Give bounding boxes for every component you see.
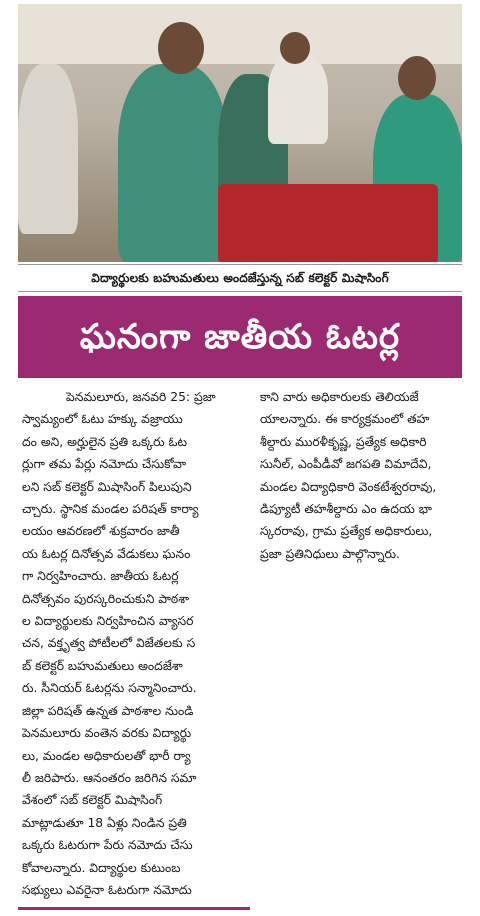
article-line: లయం ఆవరణలో శుక్రవారం జాతీ	[22, 524, 180, 539]
article-line: సభ్యులు ఎవరైనా ఓటరుగా నమోదు	[22, 882, 192, 897]
photo-head-back	[280, 32, 310, 64]
article-line: పెనమలూరు వంతెన వరకు విద్యార్థు	[22, 726, 192, 741]
photo-caption: విద్యార్థులకు బహుమతులు అందజేస్తున్న సబ్ కలెక్టర్ మిషాసింగ్	[18, 264, 462, 292]
article-line: డిప్యూటీ తహశీల్దారు ఎం ఉదయ భా	[260, 502, 432, 517]
article-line: యాలన్నారు. ఈ కార్యక్రమంలో తహ	[260, 412, 430, 427]
article-line: లీ జరిపారు. ఆనంతరం జరిగిన సమా	[22, 770, 197, 785]
article-line: దినోత్సవం పురస్కరించుకుని పాఠశా	[22, 591, 190, 606]
article-line: స్కరరావు, గ్రామ ప్రత్యేక అధికారులు,	[260, 524, 433, 539]
photo-head-left	[158, 22, 204, 74]
article-line: ర్లుగా తమ పేర్లు నమోదు చేసుకోవా	[22, 457, 187, 472]
article-line: చ్చారు. స్థానిక మండల పరిషత్ కార్యా	[22, 502, 199, 517]
article-line: దం అని, అర్హులైన ప్రతి ఒక్కరు ఓట	[22, 434, 188, 449]
photo-head-right	[398, 56, 436, 100]
photo-person-left	[118, 64, 228, 262]
article-line: ప్రజా ప్రతినిధులు పాల్గొన్నారు.	[260, 546, 400, 561]
article-line: కాని వారు అధికారులకు తెలియజే	[260, 390, 419, 404]
article-line: గా నిర్వహించారు. జాతీయ ఓటర్ల	[22, 569, 179, 584]
bottom-rule	[18, 907, 250, 910]
article-line: బ్ కలెక్టర్ బహుమతులు అందజేశా	[22, 658, 183, 673]
photo-background-wall	[18, 4, 462, 64]
article-line: ల విద్యార్థులకు నిర్వహించిన వ్యాసర	[22, 614, 194, 629]
article-column-right	[260, 386, 460, 565]
photo-table	[218, 184, 438, 262]
article-line: ఒక్కరు ఓటరుగా పేరు నమోదు చేసు	[22, 838, 193, 853]
article-line: శీల్దారు మురళీకృష్ణ, ప్రత్యేక అధికారి	[260, 434, 427, 449]
article-line: య ఓటర్ల దినోత్సవ వేడుకలు ఘనం	[22, 546, 191, 561]
article-column-left	[22, 386, 244, 901]
article-line: జిల్లా పరిషత్ ఉన్నత పాఠశాల నుండి	[22, 703, 194, 718]
article-line: మాట్లాడుతూ 18 ఏళ్లు నిండిన ప్రతి	[22, 815, 187, 830]
photo-person-far-left	[18, 64, 78, 234]
article-line: లని సబ్ కలెక్టర్ మిషాసింగ్ పిలుపుని	[22, 479, 192, 494]
article-line: స్వామ్యంలో ఓటు హక్కు వజ్రాయు	[22, 412, 183, 427]
news-photo	[18, 4, 462, 262]
article-line: చన, వక్తృత్వ పోటీలలో విజేతలకు స	[22, 636, 196, 651]
article-line: వేశంలో సబ్ కలెక్టర్ మిషాసింగ్	[22, 793, 163, 808]
article-line: లు, మండల అధికారులతో భారీ ర్యా	[22, 748, 191, 763]
photo-person-back	[268, 54, 328, 144]
headline-banner: ఘనంగా జాతీయ ఓటర్ల దినోత్సవం	[18, 296, 462, 378]
article-line: కోవాలన్నారు. విద్యార్థుల కుటుంబ	[22, 860, 181, 875]
article-line: రు. సీనియర్ ఓటర్లను సన్మానించారు.	[22, 681, 197, 696]
article-line: మండల విద్యాధికారి వెంకటేశ్వరరావు,	[260, 479, 437, 494]
article-line: సునీల్, ఎంపీడీవో జగపతి విమాదేవి,	[260, 457, 432, 472]
article-line: పెనమలూరు, జనవరి 25: ప్రజా	[66, 390, 216, 404]
